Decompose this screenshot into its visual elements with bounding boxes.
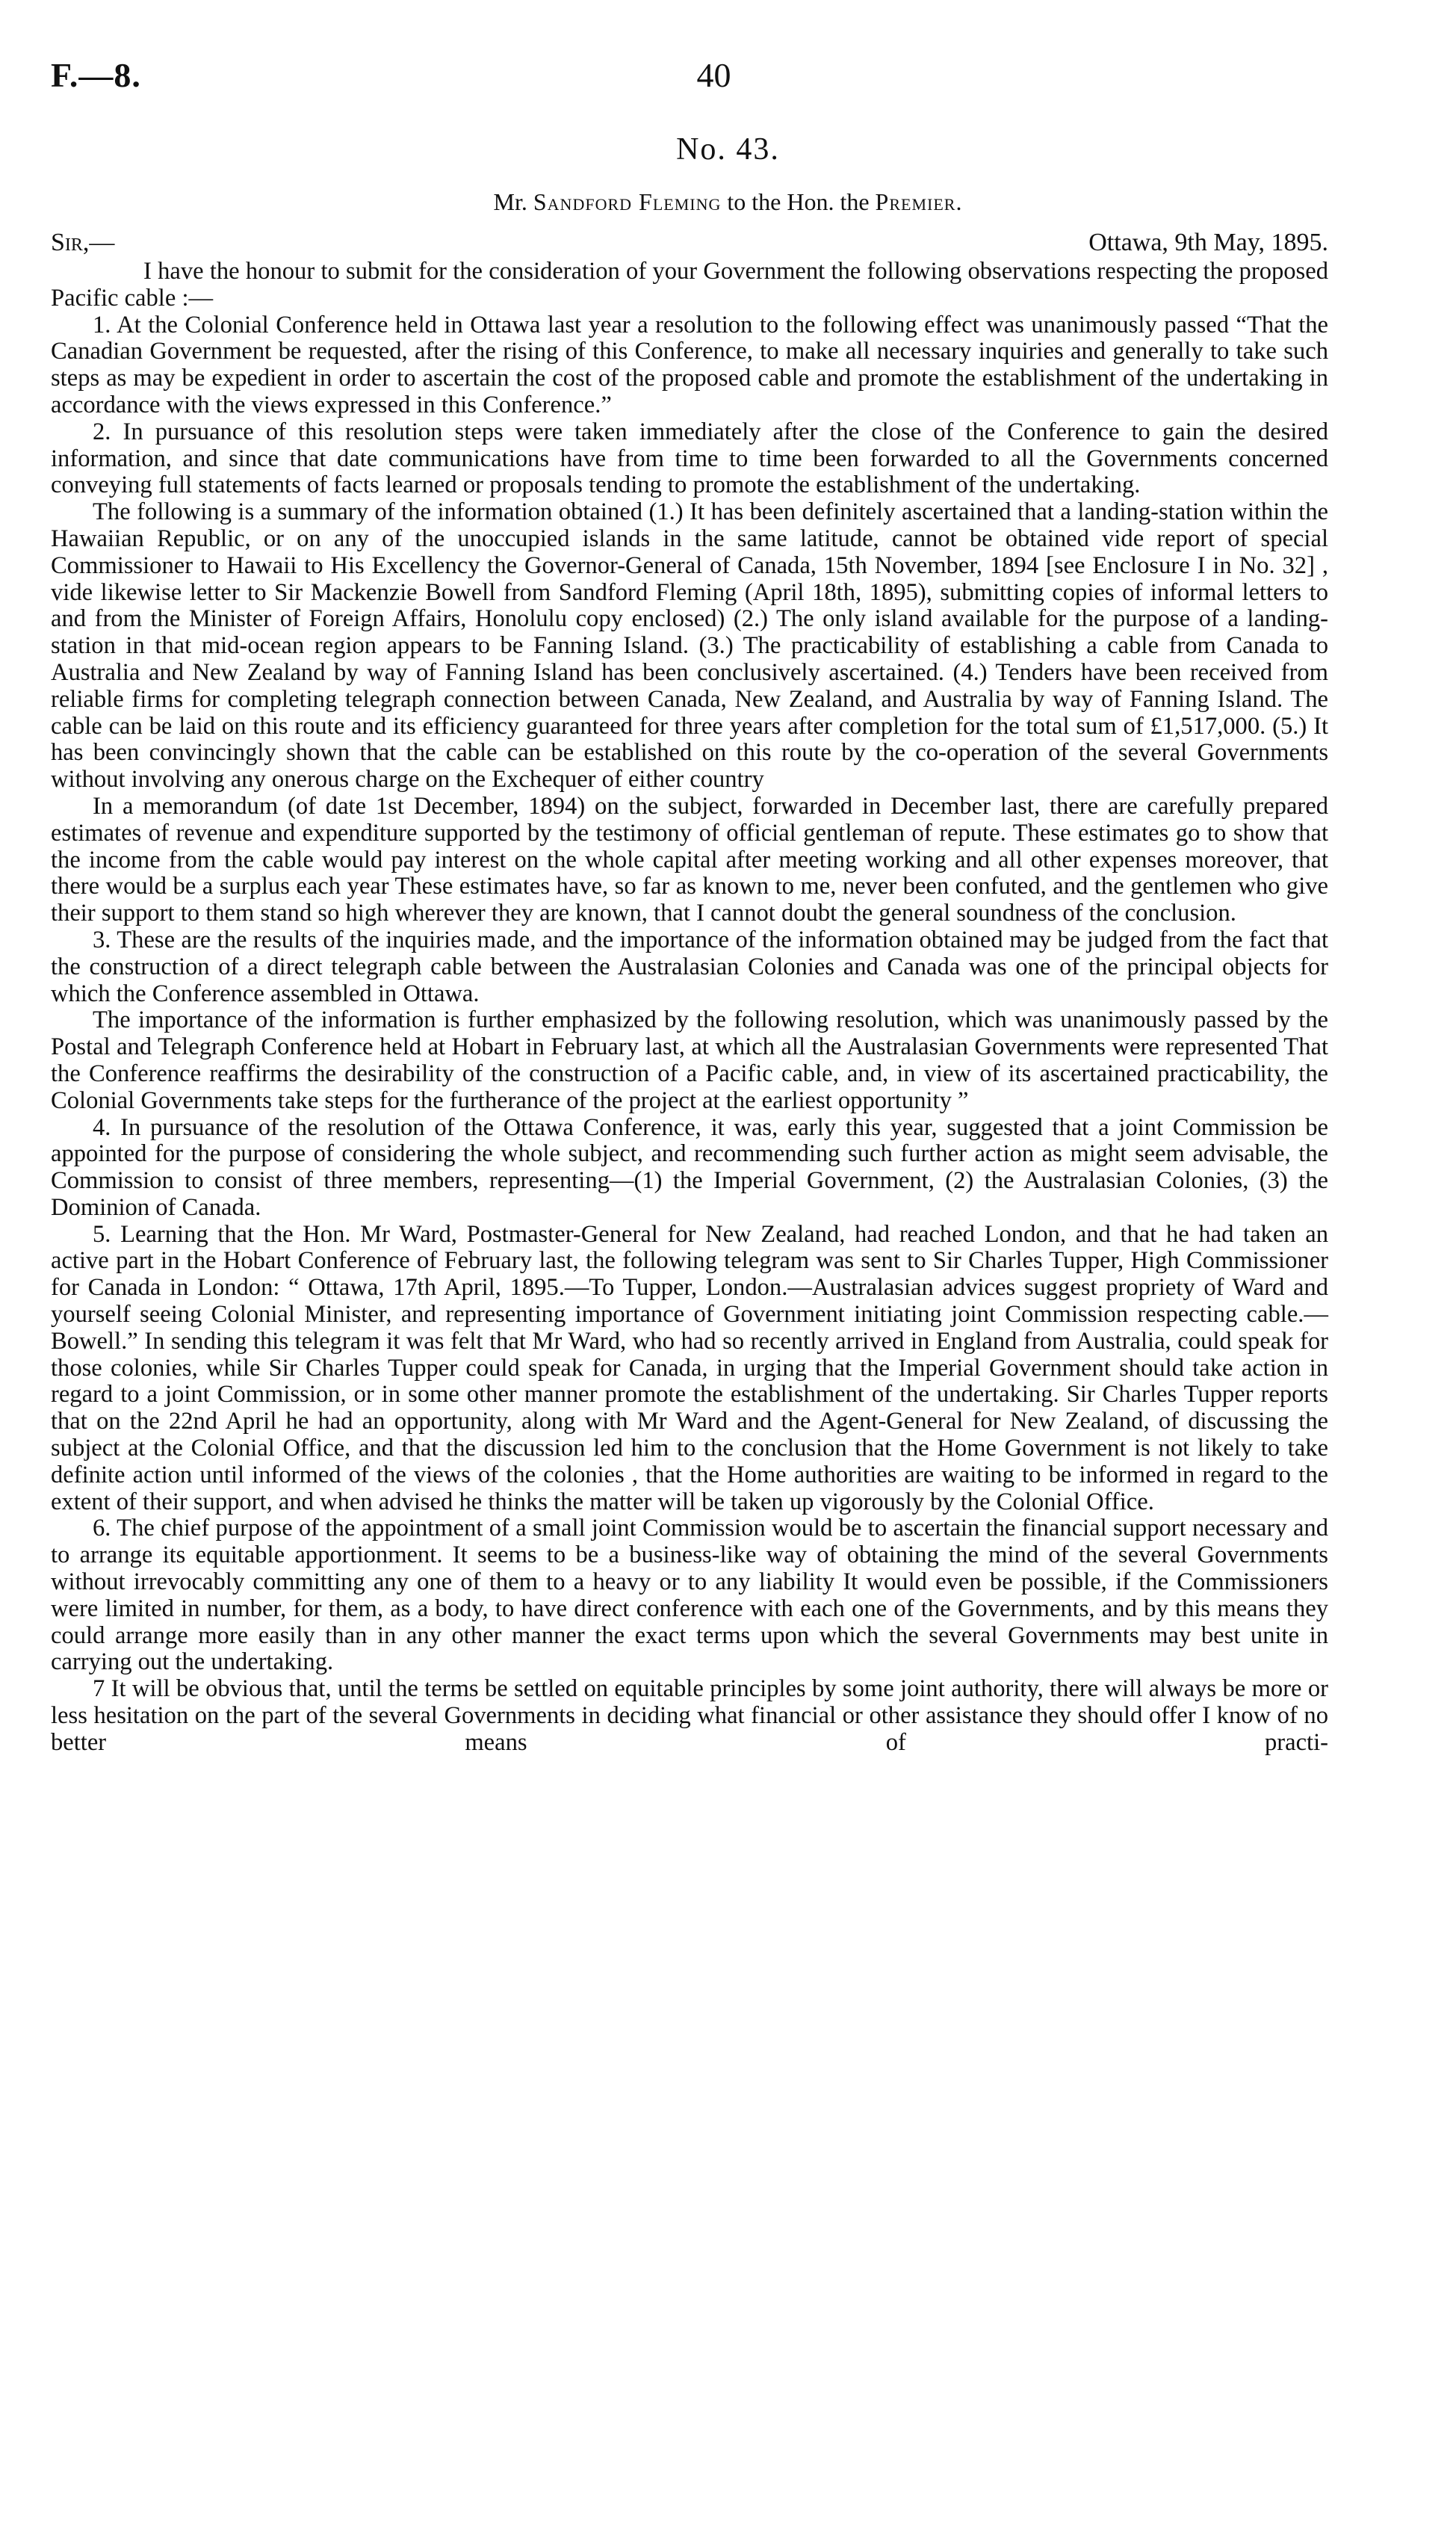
running-head <box>51 55 1377 100</box>
paragraph-summary: The following is a summary of the information obtained (1.) It has been definitely ascertained that a landing-station within the Hawaiian Republic, or on any of the unoccupied islands in the same latitude, cannot be obtained vide report of special Commissioner to Hawaii to His Excellency the Governor-General of Canada, 15th November, 1894 [see Enclosure I in No. 32] , vide likewise letter to Sir Mackenzie Bowell from Sandford Fleming (April 18th, 1895), submitting copies of informal letters to and from the Minister of Foreign Affairs, Honolulu copy enclosed) (2.) The only island available for the purpose of a landing-station in that mid-ocean region appears to be Fanning Island. (3.) The practicability of establishing a cable from Canada to Australia and New Zealand by way of Fanning Island has been conclusively ascertained. (4.) Tenders have been received from reliable firms for completing telegraph connection between Canada, New Zealand, and Australia by way of Fanning Island. The cable can be laid on this route and its efficiency guaranteed for three years after completion for the total sum of £1,517,000. (5.) It has been convincingly shown that the cable can be established on this route by the co-operation of the several Governments without involving any onerous charge on the Exchequer of either country <box>51 498 1328 794</box>
paragraph-7: 7 It will be obvious that, until the terms be settled on equitable principles by some joint authority, there will always be more or less hesitation on the part of the several Governments in deciding what financial or other assistance they should offer I know of no better means of practi- <box>51 1675 1328 1756</box>
salutation: Sir,— <box>51 229 115 256</box>
paragraph-1: 1. At the Colonial Conference held in Ottawa last year a resolution to the following effect was unanimously passed “That the Canadian Government be requested, after the rising of this Conference, to make all necessary inquiries and generally to take such steps as may be expedient in order to ascertain the cost of the proposed cable and promote the establishment of the undertaking in accordance with the views expressed in this Conference.” <box>51 311 1328 418</box>
paragraph-5: 5. Learning that the Hon. Mr Ward, Postmaster-General for New Zealand, had reached London, and that he had taken an active part in the Hobart Conference of February last, the following telegram was sent to Sir Charles Tupper, High Commissioner for Canada in London: “ Ottawa, 17th April, 1895.—To Tupper, London.—Australasian advices suggest propriety of Ward and yourself seeing Colonial Minister, and representing importance of Government initiating joint Commission respecting cable.—Bowell.” In sending this telegram it was felt that Mr Ward, who had so recently arrived in England from Australia, could speak for those colonies, while Sir Charles Tupper could speak for Canada, in urging that the Imperial Government should take action in regard to a joint Commission, or in some other manner promote the establishment of the undertaking. Sir Charles Tupper reports that on the 22nd April he had an opportunity, along with Mr Ward and the Agent-General for New Zealand, of discussing the subject at the Colonial Office, and that the discussion led him to the conclusion that the Home Government is not likely to take definite action until informed of the views of the colonies , that the Home authorities are waiting to be informed in regard to the extent of their support, and when advised he thinks the matter will be taken up vigorously by the Colonial Office. <box>51 1220 1328 1515</box>
paragraph-intro: I have the honour to submit for the consideration of your Government the following observations respecting the proposed Pacific cable :— <box>51 258 1328 312</box>
title-prefix: Mr. <box>493 188 533 215</box>
letter-title <box>0 188 1456 216</box>
dateline: Ottawa, 9th May, 1895. <box>1088 229 1328 256</box>
paragraph-memorandum: In a memorandum (of date 1st December, 1894) on the subject, forwarded in December last, there are carefully prepared estimates of revenue and expenditure supported by the testimony of official gentleman of repute. These estimates go to show that the income from the cable would pay interest on the whole capital after meeting working and all other expenses moreover, that there would be a surplus each year These estimates have, so far as known to me, never been confuted, and the gentlemen who give their support to them stand so high wherever they are known, that I cannot doubt the general soundness of the conclusion. <box>51 792 1328 927</box>
salutation-row <box>51 229 1328 262</box>
paragraph-2: 2. In pursuance of this resolution steps were taken immediately after the close of the Conference to gain the desired information, and since that date communications have from time to time been forwarded to all the Governments concerned conveying full statements of facts learned or proposals tending to promote the establishment of the undertaking. <box>51 418 1328 499</box>
paragraph-6: 6. The chief purpose of the appointment of a small joint Commission would be to ascertain the financial support necessary and to arrange its equitable apportionment. It seems to be a business-like way of obtaining the mind of the several Governments without irrevocably committing any one of them to a heavy or to any liability It would even be possible, if the Commissioners were limited in number, for them, as a body, to have direct conference with each one of the Governments, and by this means they could arrange more easily than in any other manner the exact terms upon which the several Governments may best unite in carrying out the undertaking. <box>51 1515 1328 1676</box>
document-number: No. 43. <box>676 132 780 167</box>
letter-body <box>51 259 1328 1757</box>
sender-name: Sandford Fleming <box>533 188 722 215</box>
title-middle: to the Hon. the <box>721 188 876 215</box>
page-number: 40 <box>696 56 731 94</box>
paper-code: F.—8. <box>51 56 141 94</box>
paragraph-hobart-resolution: The importance of the information is further emphasized by the following resolution, which was unanimously passed by the Postal and Telegraph Conference held at Hobart in February last, at which all the Australasian Governments were represented That the Conference reaffirms the desirability of the construction of a Pacific cable, and, in view of its ascertained practicability, the Colonial Governments take steps for the furtherance of the project at the earliest opportunity ” <box>51 1006 1328 1114</box>
paragraph-3: 3. These are the results of the inquiries made, and the importance of the information obtained may be judged from the fact that the construction of a direct telegraph cable between the Australasian Colonies and Canada was one of the principal objects for which the Conference assembled in Ottawa. <box>51 926 1328 1007</box>
recipient-title: Premier. <box>875 188 963 215</box>
paragraph-4: 4. In pursuance of the resolution of the Ottawa Conference, it was, early this year, suggested that a joint Commission be appointed for the purpose of considering the whole subject, and recommending such further action as might seem advisable, the Commission to consist of three members, representing—(1) the Imperial Government, (2) the Australasian Colonies, (3) the Dominion of Canada. <box>51 1113 1328 1221</box>
